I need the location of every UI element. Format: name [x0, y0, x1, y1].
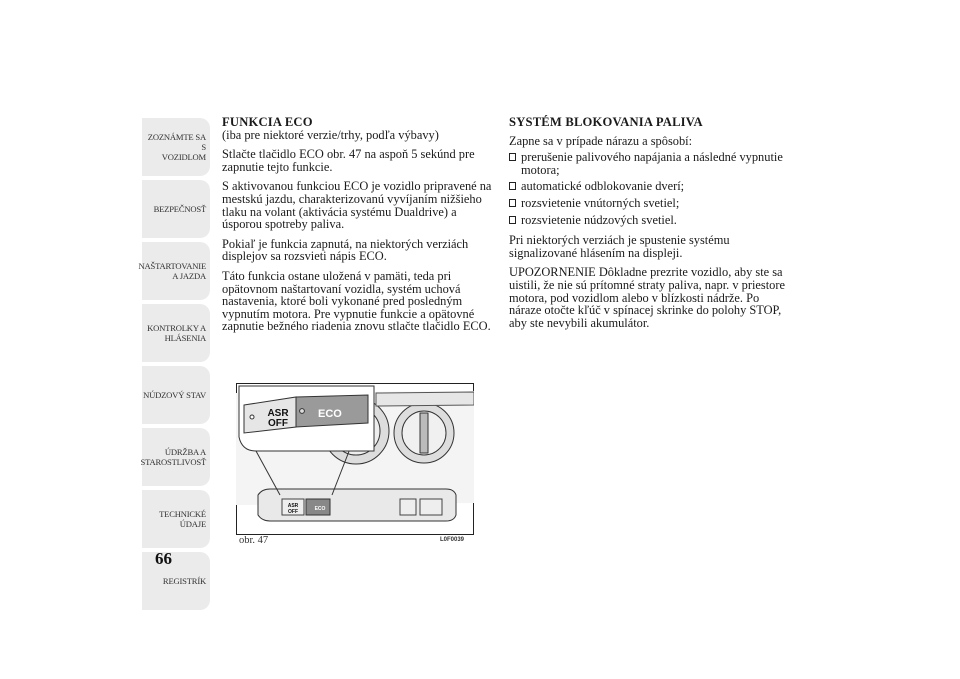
svg-text:OFF: OFF — [288, 509, 298, 515]
svg-text:ECO: ECO — [314, 506, 326, 512]
intro-text: Zapne sa v prípade nárazu a spôsobí: — [509, 133, 693, 148]
zoom-inset — [239, 386, 374, 451]
checkbox-bullet-icon — [509, 182, 516, 190]
list-item: prerušenie palivového napájania a následné vypnutie motora; — [509, 151, 789, 176]
checkbox-bullet-icon — [509, 216, 516, 224]
paragraph: Pri niektorých verziách je spustenie systému signalizované hlásením na displeji. — [509, 233, 730, 260]
paragraph: S aktivovanou funkciou ECO je vozidlo pripravené na mestskú jazdu, charakterizovanú vyvíjaním nižšieho tlaku na volant (aktivácia systému Dualdrive) a úsporou spotreby paliva. — [222, 179, 492, 232]
section-title-eco: FUNKCIA ECO — [222, 115, 313, 129]
right-column — [509, 116, 789, 336]
tab-nudzovy-stav[interactable]: NÚDZOVÝ STAV — [142, 366, 210, 424]
list-item: automatické odblokovanie dverí; — [509, 180, 789, 193]
tab-udrzba[interactable]: ÚDRŽBA A STAROSTLIVOSŤ — [142, 428, 210, 486]
checkbox-bullet-icon — [509, 199, 516, 207]
page-number: 66 — [155, 549, 172, 568]
bullet-list — [509, 151, 789, 226]
list-item: rozsvietenie núdzových svetiel. — [509, 214, 789, 227]
tab-nastartovanie[interactable]: NAŠTARTOVANIE A JAZDA — [142, 242, 210, 300]
svg-text:ASR: ASR — [287, 503, 299, 509]
section-title-fuel-block: SYSTÉM BLOKOVANIA PALIVA — [509, 115, 703, 129]
paragraph: Táto funkcia ostane uložená v pamäti, teda pri opätovnom naštartovaní vozidla, systém uchová nastavenia, ktoré boli vykonané pred posledným vypnutím motora. Pre vypnutie funkcie a opätovné zapnutie bežného riadenia znovu stlačte tlačidlo ECO. — [222, 268, 491, 334]
section-subtitle: (iba pre niektoré verzie/trhy, podľa výbavy) — [222, 127, 439, 142]
tab-zoznamte-sa[interactable]: ZOZNÁMTE SA S VOZIDLOM — [142, 118, 210, 176]
checkbox-bullet-icon — [509, 153, 516, 161]
figure-caption: obr. 47 — [239, 535, 269, 546]
svg-text:ASR: ASR — [267, 408, 289, 419]
tab-bezpecnost[interactable]: BEZPEČNOSŤ — [142, 180, 210, 238]
paragraph: Pokiaľ je funkcia zapnutá, na niektorých verziách displejov sa rozsvieti nápis ECO. — [222, 236, 469, 264]
figure-code: L0F0039 — [440, 537, 465, 543]
figure-dashboard — [236, 383, 474, 535]
tab-register[interactable]: REGISTRÍK — [142, 552, 210, 610]
list-item: rozsvietenie vnútorných svetiel; — [509, 197, 789, 210]
svg-text:OFF: OFF — [268, 418, 288, 429]
left-column — [222, 116, 497, 340]
knob-right — [394, 403, 454, 463]
paragraph: Stlačte tlačidlo ECO obr. 47 na aspoň 5 sekúnd pre zapnutie tejto funkcie. — [222, 147, 475, 174]
svg-text:ECO: ECO — [318, 408, 342, 420]
warning-paragraph: UPOZORNENIE Dôkladne prezrite vozidlo, aby ste sa uistili, že nie sú prítomné straty paliva, napr. v priestore motora, pod vozidlom alebo v blízkosti nádrže. Po náraze otočte kľúč v spínacej skrinke do polohy STOP, aby ste nevybili akumulátor. — [509, 265, 785, 330]
tab-technicke-udaje[interactable]: TECHNICKÉ ÚDAJE — [142, 490, 210, 548]
tab-kontrolky[interactable]: KONTROLKY A HLÁSENIA — [142, 304, 210, 362]
